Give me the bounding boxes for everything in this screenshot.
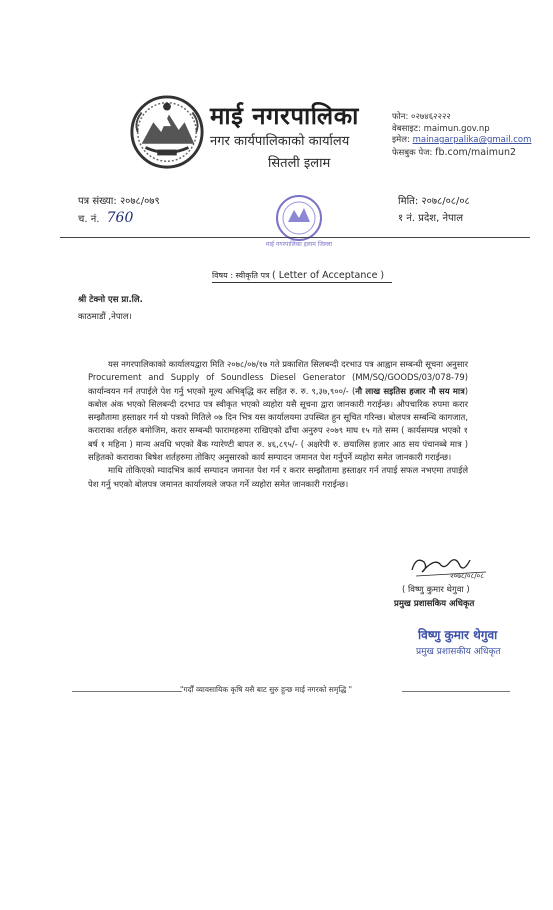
signatory-title: प्रमुख प्रशासकिय अधिकृत <box>394 599 475 609</box>
official-stamp-title: प्रमुख प्रशासकीय अधिकृत <box>416 647 501 657</box>
footer-motto: "गर्दौं व्यावसायिक कृषि यसै बाट सुरु हुन्छ माई नगरको समृद्धि " <box>180 685 353 694</box>
org-name: माई नगरपालिका <box>210 102 359 130</box>
letter-date: मिति: २०७८/०८/०८ <box>398 196 470 207</box>
recipient-block <box>78 292 143 326</box>
body-paragraph-1: यस नगरपालिकाको कार्यालयद्वारा मिति २०७८/०७/१७ गते प्रकाशित सिलबन्दी दरभाउ पत्र आह्वान सम्बन्धी सूचना अनुसार Procurement and Supply of Soundless Diesel Generator (MM/SQ/GOODS/03/078-79) कार्यान्वयन गर्न तपाईले पेश गर्नु भएको मूल्य अभिबृद्धि कर सहित रु. रु. ९,३७,९००/- (नौ लाख सइतिस हजार नौ सय मात्र) कबोल अंक भएको सिलबन्दी दरभाउ पत्र स्वीकृत भएको व्यहोरा यसै सूचना द्वारा जानकारी गराईन्छ। औपचारिक रुपमा करार सम्झौतामा हस्ताक्षर गर्न यो पत्रको मितिले ०७ दिन भित्र यस कार्यालयमा उपस्थित हुन सूचित गरिन्छ। बोलपत्र सम्बन्धि कागजात, कराराका शर्तहरु बमोजिम, करार सम्बन्धी फारामहरुमा राखिएको ढाँचा अनुरुप २०७९ माघ १५ गते सम्म ( कार्यसम्पन्न भएको १ बर्ष १ महिना ) मान्य अवधि भएको बैंक ग्यारेण्टी बापत रु. ४६,८९५/- ( अक्षरेपी रु. छयालिस हजार आठ सय पंचानब्बे मात्र ) सहितको कराराका बिषेश शर्तहरुमा तोकिए अनुसारको कार्य सम्पादन जमानत पेश गर्नुपर्ने व्यहोरा समेत जानकारी गराईन्छ। <box>88 359 469 463</box>
subject-label: विषय : स्वीकृति पत्र <box>212 271 270 280</box>
chalani-number: च. नं. 760 <box>78 210 134 226</box>
nepal-emblem-icon <box>128 93 206 171</box>
org-subtitle: नगर कार्यपालिकाको कार्यालय <box>210 134 350 149</box>
handwritten-signature-icon <box>406 552 496 580</box>
signatory-name: ( विष्णु कुमार थेगुवा ) <box>402 585 470 595</box>
contact-facebook: फेसबुक पेज: fb.com/maimun2 <box>392 146 517 158</box>
official-stamp-name: विष्णु कुमार थेगुवा <box>418 628 498 642</box>
footer-rule-right <box>402 691 510 692</box>
subject-underline <box>212 282 392 283</box>
stamp-text: माई नगरपालिका इलाम जिल्ला <box>265 241 333 248</box>
recipient-address: काठमाडौं ,नेपाल। <box>78 312 132 322</box>
letter-ref-block <box>78 193 160 228</box>
header-divider <box>60 237 530 238</box>
province: १ नं. प्रदेश, नेपाल <box>398 213 464 224</box>
patra-number: पत्र संख्या: २०७८/०७९ <box>78 196 160 207</box>
footer-rule-left <box>72 691 182 692</box>
subject-line <box>212 270 384 281</box>
org-place: सितली इलाम <box>268 156 331 171</box>
contact-info <box>392 112 552 159</box>
body-paragraph-2: माथि तोकिएको म्यादभित्र कार्य सम्पादन जमानत पेश गर्न र करार सम्झौतामा हस्ताक्षर गर्न तपाई सफल नभएमा तपाईले पेश गर्नु भएको बोलपत्र जमानत कार्यालयले जफत गर्ने व्यहोरा समेत जानकारी गराईन्छ। <box>88 465 468 489</box>
subject-english: ( Letter of Acceptance ) <box>272 270 385 281</box>
signature-block <box>394 552 516 609</box>
date-block <box>398 193 470 227</box>
contact-website: वेबसाइट: maimun.gov.np <box>392 123 490 134</box>
org-title-block <box>210 103 395 171</box>
recipient-name: श्री टेक्नो एस प्रा.लि. <box>78 295 143 305</box>
letter-body <box>88 358 468 491</box>
municipality-stamp-icon <box>258 188 340 258</box>
signature-date: २०७८/०८/०८ <box>450 572 484 580</box>
contact-email: इमेल: mainagarpalika@gmail.com <box>392 135 532 145</box>
contact-phone: फोन: ०२७४६२२२२ <box>392 112 451 122</box>
